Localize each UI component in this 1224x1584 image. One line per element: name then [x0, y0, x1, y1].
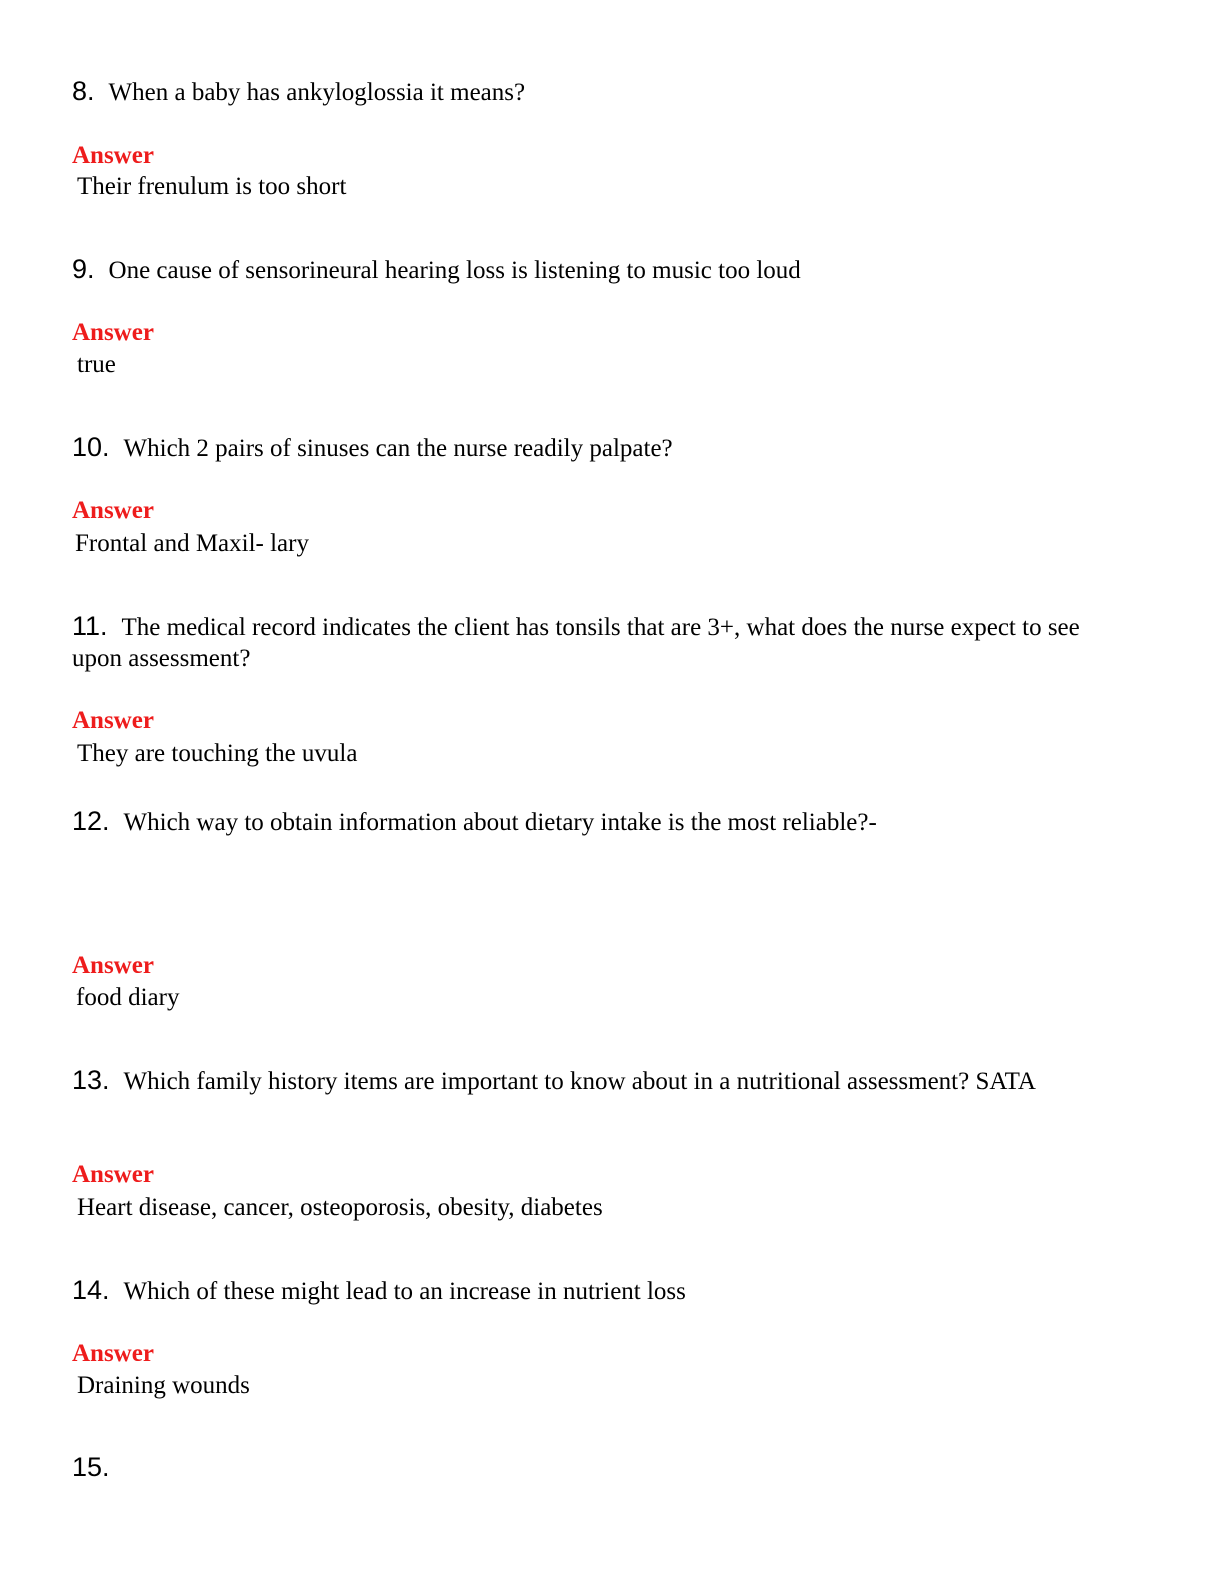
answer-label: Answer [72, 497, 154, 524]
answer-text: true [77, 351, 116, 378]
question-10 [72, 432, 1132, 464]
answer-text: They are touching the uvula [77, 740, 358, 767]
answer-text: Frontal and Maxil- lary [75, 530, 309, 557]
answer-label: Answer [72, 707, 154, 734]
question-12 [72, 806, 1132, 838]
question-9 [72, 254, 1132, 286]
answer-text: Draining wounds [77, 1372, 250, 1399]
answer-label: Answer [72, 1340, 154, 1367]
question-text: Which of these might lead to an increase in nutrient loss [123, 1278, 686, 1305]
question-8 [72, 76, 1132, 108]
answer-text: Heart disease, cancer, osteoporosis, obesity, diabetes [77, 1194, 603, 1221]
question-text: Which way to obtain information about dietary intake is the most reliable?- [123, 809, 877, 836]
question-15 [72, 1452, 1132, 1484]
question-text: When a baby has ankyloglossia it means? [108, 79, 526, 106]
question-number: 13. [72, 1065, 110, 1095]
answer-text: Their frenulum is too short [77, 173, 347, 200]
answer-label: Answer [72, 319, 154, 346]
question-text: Which 2 pairs of sinuses can the nurse readily palpate? [123, 435, 673, 462]
question-14 [72, 1275, 1132, 1307]
answer-text: food diary [76, 984, 180, 1011]
question-number: 14. [72, 1275, 110, 1305]
answer-label: Answer [72, 142, 154, 169]
question-number: 12. [72, 806, 110, 836]
question-number: 9. [72, 254, 95, 284]
question-number: 11. [72, 611, 108, 641]
question-number: 10. [72, 432, 110, 462]
question-13 [72, 1065, 1132, 1097]
question-text: The medical record indicates the client has tonsils that are 3+, what does the nurse expect to see upon assessment? [72, 614, 1080, 672]
question-number: 15. [72, 1452, 110, 1482]
question-text: One cause of sensorineural hearing loss is listening to music too loud [108, 257, 801, 284]
question-11 [72, 611, 1132, 674]
question-text: Which family history items are important to know about in a nutritional assessment? SATA [123, 1068, 1036, 1095]
question-number: 8. [72, 76, 95, 106]
answer-label: Answer [72, 1161, 154, 1188]
answer-label: Answer [72, 952, 154, 979]
